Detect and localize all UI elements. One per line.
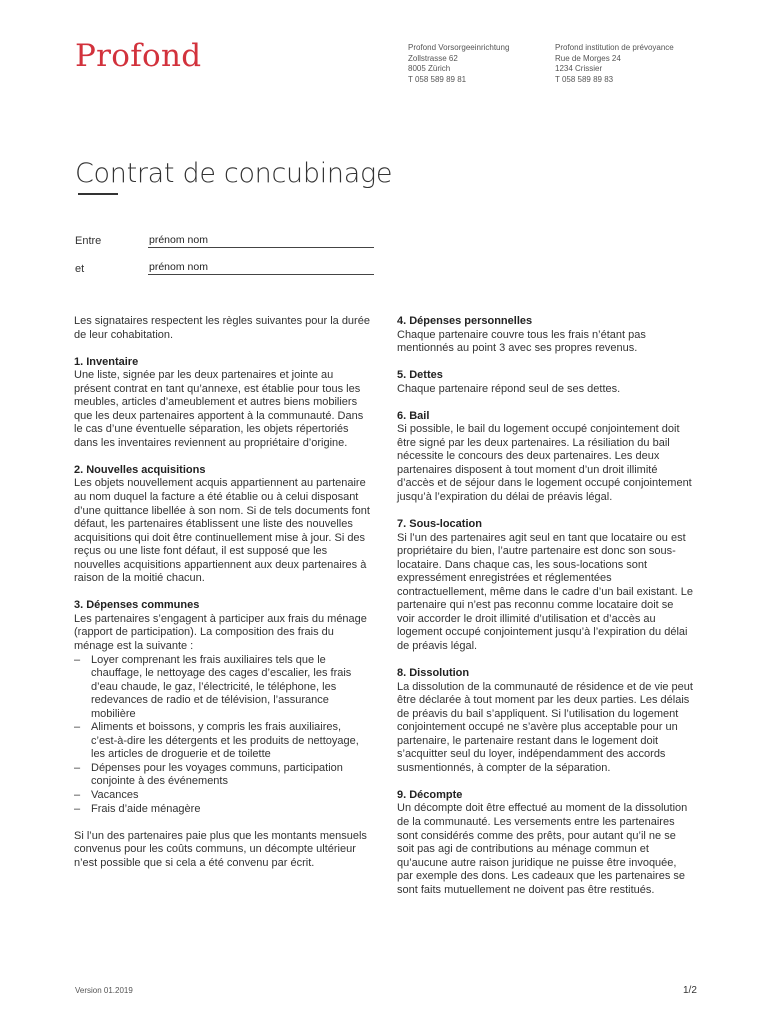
- intro-text: Les signataires respectent les règles suivantes pour la durée de leur cohabitation.: [74, 315, 370, 341]
- address-fr: [555, 43, 674, 85]
- section-depenses-personnelles: [397, 315, 693, 356]
- section-inventaire: [74, 356, 370, 451]
- section-text: Les partenaires s’engagent à participer aux frais du ménage (rapport de participation). La composition des frais du ménage est la suivante :: [74, 612, 367, 652]
- section-text: Si l’un des partenaires paie plus que les montants mensuels convenus pour les coûts communs, un décompte ultérieur n’est possible que si cela a été convenu par écrit.: [74, 829, 367, 869]
- section-heading: 7. Sous-location: [397, 518, 482, 531]
- partner-1-name-field[interactable]: prénom nom: [148, 234, 374, 248]
- title-underline: [78, 193, 118, 195]
- section-text: Si possible, le bail du logement occupé conjointement doit être signé par les deux partenaires. La résiliation du bail nécessite le concours des deux partenaires. Les deux partenaires disposent à tout moment d’un droit illimité d’accès et de séjour dans le logement occupé conjointement jusqu’à l’expiration du délai de préavis légal.: [397, 423, 692, 504]
- list-item: – Frais d’aide ménagère: [74, 803, 370, 817]
- section-decompte: [397, 789, 693, 897]
- section-text: Chaque partenaire répond seul de ses dettes.: [397, 382, 621, 395]
- left-column: [74, 315, 370, 870]
- address-line: 8005 Zürich: [408, 64, 451, 73]
- section-text: La dissolution de la communauté de résidence et de vie peut être déclarée à tout moment par les deux parties. Les délais de préavis du bail s’appliquent. Si l’utilisation du logement conjointement occupé ne s’avère plus acceptable pour un partenaire, le partenaire restant dans le logement doit s’acquitter seul du loyer, indépendamment des accords susmentionnés, à compter de la séparation.: [397, 680, 693, 774]
- list-item: – Dépenses pour les voyages communs, participation conjointe à des événements: [74, 762, 370, 789]
- section-heading: 8. Dissolution: [397, 667, 470, 680]
- address-line: 1234 Crissier: [555, 64, 603, 73]
- section-heading: 3. Dépenses communes: [74, 599, 200, 612]
- section-text: Chaque partenaire couvre tous les frais n’étant pas mentionnés au point 3 avec ses propres revenus.: [397, 328, 646, 355]
- profond-logo: Profond: [75, 38, 202, 74]
- section-dissolution: [397, 667, 693, 775]
- page-number: 1/2: [683, 985, 697, 996]
- right-column: [397, 315, 693, 897]
- partner-2-name-field[interactable]: prénom nom: [148, 261, 374, 275]
- address-line: Rue de Morges 24: [555, 53, 621, 63]
- section-text: Les objets nouvellement acquis appartiennent au partenaire au nom duquel la facture a été établie ou à celui disposant d’une quittance libellée à son nom. Si de tels documents font défaut, les partenaires établissent une liste des nouvelles acquisitions qui doit être continuellement mise à jour. Si des reçus ou une liste font défaut, il est supposé que les nouvelles acquisitions appartiennent aux deux partenaires à raison de la moitié chacun.: [74, 477, 370, 585]
- section-heading: 6. Bail: [397, 409, 430, 422]
- section-text: Si l’un des partenaires agit seul en tant que locataire ou est propriétaire du bien, l’autre partenaire est donc son sous-locataire. Dans chaque cas, les sous-locations sont expressément enregistrées et réglementées contractuellement, même dans le cadre d’un bail existant. Le partenaire qui n’est pas reconnu comme locataire doit se voir accorder le droit illimité d’utilisation et d’accès au logement occupé conjointement jusqu’à l’expiration du délai de préavis légal.: [397, 531, 693, 652]
- page-title: Contrat de concubinage: [75, 158, 393, 189]
- section-heading: 2. Nouvelles acquisitions: [74, 463, 206, 476]
- address-line: Profond institution de prévoyance: [555, 43, 674, 52]
- section-depenses-communes: [74, 599, 370, 870]
- section-bail: [397, 410, 693, 505]
- address-line: T 058 589 89 81: [408, 74, 467, 84]
- section-heading: 5. Dettes: [397, 369, 443, 382]
- list-item: – Aliments et boissons, y compris les frais auxiliaires, c’est-à-dire les détergents et les produits de nettoyage, les articles de droguerie et de toilette: [74, 721, 370, 762]
- address-line: Zollstrasse 62: [408, 53, 458, 63]
- section-heading: 1. Inventaire: [74, 355, 139, 368]
- list-item: – Vacances: [74, 789, 370, 803]
- version-label: Version 01.2019: [75, 986, 133, 995]
- list-item: – Loyer comprenant les frais auxiliaires tels que le chauffage, le nettoyage des cages d’escalier, les frais d’eau chaude, le gaz, l’électricité, le téléphone, les redevances de radio et de télévision, l’assurance mobilière: [74, 654, 370, 722]
- section-text: Un décompte doit être effectué au moment de la dissolution de la communauté. Les versements entre les partenaires sont considérés comme des prêts, pour autant qu’il ne se soit pas agi de contributions au ménage commun et qu’aucune autre raison juridique ne puisse être invoquée, par exemple des dons. Les cadeaux que les partenaires se sont faits mutuellement ne doivent pas être restitués.: [397, 802, 688, 896]
- section-heading: 9. Décompte: [397, 788, 463, 801]
- and-label: et: [75, 263, 85, 275]
- address-line: T 058 589 89 83: [555, 74, 614, 84]
- address-line: Profond Vorsorgeeinrichtung: [408, 43, 510, 52]
- section-sous-location: [397, 518, 693, 653]
- section-text: Une liste, signée par les deux partenaires et jointe au présent contrat en tant qu’annexe, est établie pour tous les meubles, articles d’ameublement et autres biens mobiliers que les deux partenaires apportent à la communauté. Dans le cas d’une éventuelle séparation, les objets répertoriés dans les inventaires reviennent au propriétaire d’origine.: [74, 369, 364, 449]
- address-de: [408, 43, 509, 85]
- section-nouvelles-acquisitions: [74, 464, 370, 586]
- household-costs-list: [74, 654, 370, 817]
- section-dettes: [397, 369, 693, 396]
- between-label: Entre: [75, 235, 102, 247]
- section-heading: 4. Dépenses personnelles: [397, 315, 533, 327]
